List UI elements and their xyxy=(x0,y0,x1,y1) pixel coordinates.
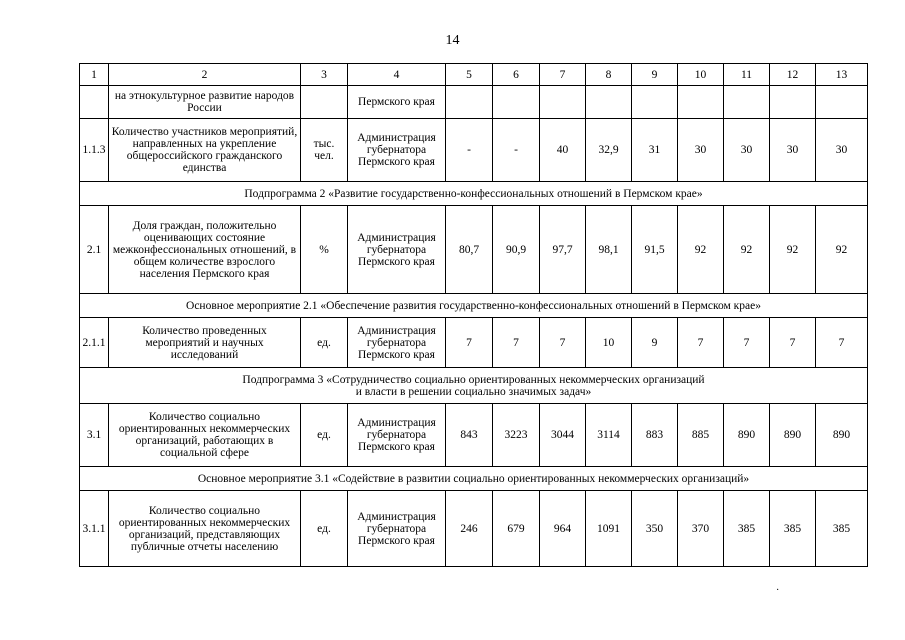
value-cell xyxy=(632,86,678,119)
value-cell xyxy=(724,86,770,119)
header-cell: 6 xyxy=(493,64,540,86)
value-cell: 30 xyxy=(770,119,816,182)
value-cell: 9 xyxy=(632,318,678,368)
indicators-table xyxy=(79,63,868,567)
row-number: 2.1 xyxy=(80,206,109,294)
value-cell xyxy=(446,86,493,119)
value-cell: 385 xyxy=(724,491,770,567)
row-number: 2.1.1 xyxy=(80,318,109,368)
unit-cell: ед. xyxy=(301,491,348,567)
value-cell: 385 xyxy=(816,491,868,567)
section-title: Основное мероприятие 2.1 «Обеспечение развития государственно-конфессиональных отношений в Пермском крае» xyxy=(80,294,868,318)
header-cell: 5 xyxy=(446,64,493,86)
value-cell: 1091 xyxy=(586,491,632,567)
value-cell: 890 xyxy=(724,404,770,467)
header-row xyxy=(80,64,868,86)
unit-cell: ед. xyxy=(301,404,348,467)
section-row xyxy=(80,182,868,206)
unit-cell xyxy=(301,86,348,119)
section-title-line: и власти в решении социально значимых задач» xyxy=(355,385,592,398)
row-number: 3.1.1 xyxy=(80,491,109,567)
value-cell: - xyxy=(446,119,493,182)
table-row xyxy=(80,318,868,368)
header-cell: 13 xyxy=(816,64,868,86)
value-cell xyxy=(493,86,540,119)
section-row xyxy=(80,368,868,404)
header-cell: 4 xyxy=(348,64,446,86)
header-cell: 9 xyxy=(632,64,678,86)
value-cell: 7 xyxy=(724,318,770,368)
value-cell: 97,7 xyxy=(540,206,586,294)
value-cell xyxy=(586,86,632,119)
value-cell: 890 xyxy=(816,404,868,467)
value-cell: 7 xyxy=(816,318,868,368)
unit-cell: тыс. чел. xyxy=(301,119,348,182)
value-cell: - xyxy=(493,119,540,182)
value-cell: 883 xyxy=(632,404,678,467)
admin-cell: Администрация губернатора Пермского края xyxy=(348,318,446,368)
value-cell xyxy=(816,86,868,119)
header-cell: 10 xyxy=(678,64,724,86)
page-number: 14 xyxy=(445,33,460,48)
row-number xyxy=(80,86,109,119)
value-cell: 7 xyxy=(493,318,540,368)
admin-cell: Администрация губернатора Пермского края xyxy=(348,206,446,294)
table-row xyxy=(80,404,868,467)
section-title xyxy=(80,368,868,404)
value-cell: 92 xyxy=(724,206,770,294)
header-cell: 1 xyxy=(80,64,109,86)
admin-cell: Администрация губернатора Пермского края xyxy=(348,404,446,467)
value-cell xyxy=(770,86,816,119)
row-number: 1.1.3 xyxy=(80,119,109,182)
header-cell: 11 xyxy=(724,64,770,86)
value-cell: 7 xyxy=(446,318,493,368)
table-row xyxy=(80,206,868,294)
header-cell: 8 xyxy=(586,64,632,86)
value-cell: 3044 xyxy=(540,404,586,467)
section-title: Подпрограмма 2 «Развитие государственно-конфессиональных отношений в Пермском крае» xyxy=(80,182,868,206)
value-cell: 92 xyxy=(678,206,724,294)
scan-mark: · xyxy=(776,585,780,596)
value-cell: 350 xyxy=(632,491,678,567)
table-row xyxy=(80,86,868,119)
value-cell: 964 xyxy=(540,491,586,567)
unit-cell: ед. xyxy=(301,318,348,368)
value-cell: 40 xyxy=(540,119,586,182)
value-cell: 370 xyxy=(678,491,724,567)
value-cell: 385 xyxy=(770,491,816,567)
row-number: 3.1 xyxy=(80,404,109,467)
header-cell: 7 xyxy=(540,64,586,86)
section-row xyxy=(80,467,868,491)
indicator-name: Количество социально ориентированных некоммерческих организаций, представляющих публичные отчеты населению xyxy=(109,491,301,567)
value-cell: 91,5 xyxy=(632,206,678,294)
value-cell: 30 xyxy=(724,119,770,182)
header-cell: 2 xyxy=(109,64,301,86)
indicator-name: Количество социально ориентированных некоммерческих организаций, работающих в социальной сфере xyxy=(109,404,301,467)
value-cell: 92 xyxy=(770,206,816,294)
admin-cell: Администрация губернатора Пермского края xyxy=(348,491,446,567)
section-title-line: Подпрограмма 3 «Сотрудничество социально ориентированных некоммерческих организаций xyxy=(242,373,705,386)
admin-cell: Пермского края xyxy=(348,86,446,119)
value-cell: 843 xyxy=(446,404,493,467)
value-cell: 98,1 xyxy=(586,206,632,294)
value-cell: 30 xyxy=(678,119,724,182)
section-row xyxy=(80,294,868,318)
value-cell: 10 xyxy=(586,318,632,368)
value-cell: 3114 xyxy=(586,404,632,467)
value-cell: 90,9 xyxy=(493,206,540,294)
value-cell: 3223 xyxy=(493,404,540,467)
value-cell: 7 xyxy=(770,318,816,368)
value-cell: 7 xyxy=(678,318,724,368)
value-cell: 30 xyxy=(816,119,868,182)
value-cell: 92 xyxy=(816,206,868,294)
indicator-name: Количество проведенных мероприятий и научных исследований xyxy=(109,318,301,368)
value-cell: 679 xyxy=(493,491,540,567)
value-cell: 7 xyxy=(540,318,586,368)
value-cell: 890 xyxy=(770,404,816,467)
value-cell xyxy=(540,86,586,119)
value-cell: 32,9 xyxy=(586,119,632,182)
table-row xyxy=(80,119,868,182)
section-title: Основное мероприятие 3.1 «Содействие в развитии социально ориентированных некоммерческих организаций» xyxy=(80,467,868,491)
value-cell: 246 xyxy=(446,491,493,567)
header-cell: 12 xyxy=(770,64,816,86)
value-cell: 885 xyxy=(678,404,724,467)
header-cell: 3 xyxy=(301,64,348,86)
indicator-name: Доля граждан, положительно оценивающих состояние межконфессиональных отношений, в общем количестве взрослого населения Пермского края xyxy=(109,206,301,294)
admin-cell: Администрация губернатора Пермского края xyxy=(348,119,446,182)
value-cell: 31 xyxy=(632,119,678,182)
indicator-name: на этнокультурное развитие народов России xyxy=(109,86,301,119)
unit-cell: % xyxy=(301,206,348,294)
value-cell: 80,7 xyxy=(446,206,493,294)
value-cell xyxy=(678,86,724,119)
indicator-name: Количество участников мероприятий, направленных на укрепление общероссийского гражданского единства xyxy=(109,119,301,182)
table-row xyxy=(80,491,868,567)
